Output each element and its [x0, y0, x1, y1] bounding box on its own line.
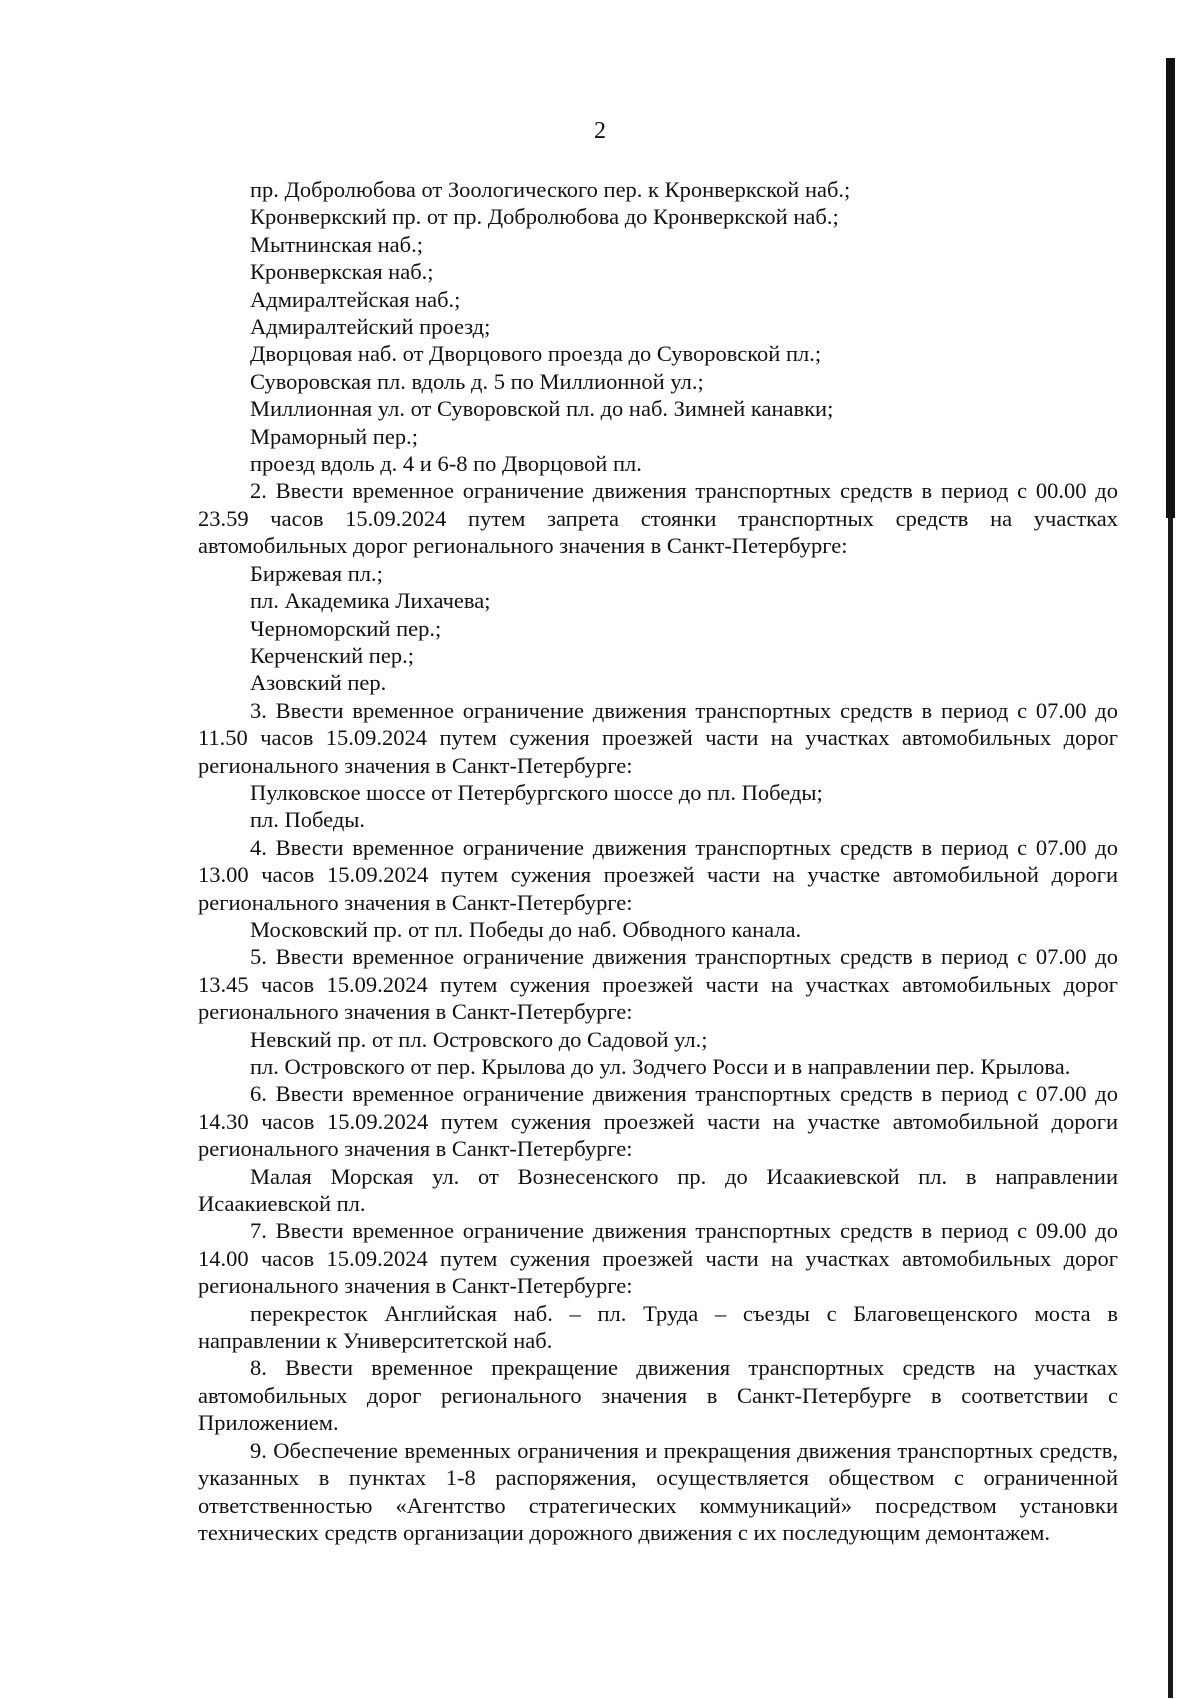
list-item: проезд вдоль д. 4 и 6-8 по Дворцовой пл.	[250, 451, 642, 477]
list-item: Адмиралтейский проезд;	[250, 314, 491, 340]
list-item: Миллионная ул. от Суворовской пл. до наб. Зимней канавки;	[250, 396, 834, 422]
list-item: Биржевая пл.;	[250, 560, 383, 586]
list-item: Невский пр. от пл. Островского до Садовой ул.;	[250, 1026, 708, 1052]
list-item: Керченский пер.;	[250, 642, 414, 668]
paragraph-8: 8. Ввести временное прекращение движения транспортных средств на участках автомобильных дорог регионального значения в Санкт-Петербурге в соответствии с Приложением.	[198, 1355, 1118, 1436]
list-item: пр. Добролюбова от Зоологического пер. к Кронверкской наб.;	[250, 177, 851, 202]
list-item: Московский пр. от пл. Победы до наб. Обводного канала.	[250, 916, 802, 942]
document-body	[198, 176, 1118, 1546]
list-item: Дворцовая наб. от Дворцового проезда до Суворовской пл.;	[250, 341, 822, 367]
paragraph-6: 6. Ввести временное ограничение движения транспортных средств в период с 07.00 до 14.30 часов 15.09.2024 путем сужения проезжей части на участке автомобильной дороги регионального значения в Санкт-Петербурге:	[198, 1081, 1118, 1162]
list-item: Пулковское шоссе от Петербургского шоссе до пл. Победы;	[250, 779, 823, 805]
paragraph-9: 9. Обеспечение временных ограничения и прекращения движения транспортных средств, указанных в пунктах 1-8 распоряжения, осуществляется обществом с ограниченной ответственностью «Агентство стратегических коммуникаций» посредством установки технических средств организации дорожного движения с их последующим демонтажем.	[198, 1437, 1118, 1545]
list-item: Кронверкская наб.;	[250, 259, 434, 285]
list-item: Кронверкский пр. от пр. Добролюбова до Кронверкской наб.;	[250, 204, 839, 230]
paragraph-7: 7. Ввести временное ограничение движения транспортных средств в период с 09.00 до 14.00 часов 15.09.2024 путем сужения проезжей части на участках автомобильных дорог регионального значения в Санкт-Петербурге:	[198, 1218, 1118, 1299]
paragraph-5: 5. Ввести временное ограничение движения транспортных средств в период с 07.00 до 13.45 часов 15.09.2024 путем сужения проезжей части на участках автомобильных дорог регионального значения в Санкт-Петербурге:	[198, 944, 1118, 1025]
page-number: 2	[594, 118, 606, 144]
list-item: Черноморский пер.;	[250, 615, 442, 641]
list-item: Азовский пер.	[250, 670, 387, 696]
paragraph-2: 2. Ввести временное ограничение движения транспортных средств в период с 00.00 до 23.59 часов 15.09.2024 путем запрета стоянки транспортных средств на участках автомобильных дорог регионального значения в Санкт-Петербурге:	[198, 478, 1118, 559]
list-item: пл. Победы.	[250, 807, 366, 833]
list-item: Адмиралтейская наб.;	[250, 286, 461, 312]
list-item: Суворовская пл. вдоль д. 5 по Миллионной ул.;	[250, 368, 704, 394]
list-item: Мытнинская наб.;	[250, 231, 423, 257]
list-item-wrapped: перекресток Английская наб. – пл. Труда – съезды с Благовещенского моста в направлении к Университетской наб.	[198, 1300, 1118, 1354]
paragraph-3: 3. Ввести временное ограничение движения транспортных средств в период с 07.00 до 11.50 часов 15.09.2024 путем сужения проезжей части на участках автомобильных дорог регионального значения в Санкт-Петербурге:	[198, 697, 1118, 778]
list-item: пл. Островского от пер. Крылова до ул. Зодчего Росси и в направлении пер. Крылова.	[250, 1054, 1071, 1079]
list-item-wrapped: Малая Морская ул. от Вознесенского пр. до Исаакиевской пл. в направлении Исаакиевской пл.	[198, 1163, 1118, 1217]
list-item: Мраморный пер.;	[250, 423, 418, 449]
list-item: пл. Академика Лихачева;	[250, 588, 491, 614]
paragraph-4: 4. Ввести временное ограничение движения транспортных средств в период с 07.00 до 13.00 часов 15.09.2024 путем сужения проезжей части на участке автомобильной дороги регионального значения в Санкт-Петербурге:	[198, 834, 1118, 915]
